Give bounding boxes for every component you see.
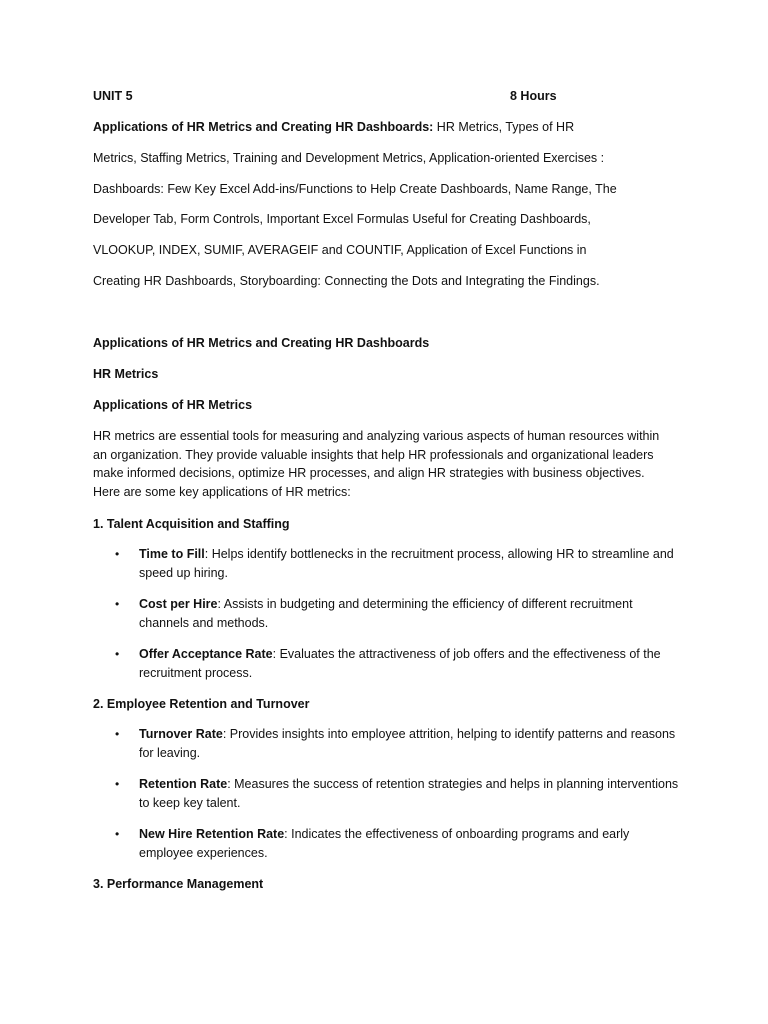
list-item [139,645,684,682]
bullet-icon: • [115,827,120,841]
metric-term: Time to Fill [139,547,205,561]
intro-paragraph: HR metrics are essential tools for measuring and analyzing various aspects of human resources within an organization. They provide valuable insights that help HR professionals and organizational leaders make informed decisions, optimize HR processes, and align HR strategies with business objectives. Here are some key applications of HR metrics: [93,429,660,499]
syllabus-line-4: Developer Tab, Form Controls, Important Excel Formulas Useful for Creating Dashboards, [93,212,591,226]
syllabus-line-5: VLOOKUP, INDEX, SUMIF, AVERAGEIF and COUNTIF, Application of Excel Functions in [93,243,587,257]
metric-desc: : Indicates the effectiveness of onboarding programs and early employee experiences. [139,827,630,860]
metric-term: New Hire Retention Rate [139,827,285,841]
syllabus-title: Applications of HR Metrics and Creating HR Dashboards: [93,120,434,134]
metric-desc: : Provides insights into employee attrition, helping to identify patterns and reasons for leaving. [139,727,676,760]
syllabus-line-6: Creating HR Dashboards, Storyboarding: Connecting the Dots and Integrating the Findings. [93,274,600,288]
list-item [139,775,684,812]
section-heading: 2. Employee Retention and Turnover [93,697,310,711]
metric-desc: : Evaluates the attractiveness of job offers and the effectiveness of the recruitment process. [139,647,661,680]
bullet-icon: • [115,647,120,661]
main-heading: Applications of HR Metrics and Creating HR Dashboards [93,336,430,350]
metric-term: Cost per Hire [139,597,218,611]
list-item [139,725,684,762]
bullet-icon: • [115,727,120,741]
hours-label: 8 Hours [510,89,557,103]
bullet-icon: • [115,777,120,791]
section-heading: 1. Talent Acquisition and Staffing [93,517,290,531]
applications-heading: Applications of HR Metrics [93,398,253,412]
bullet-icon: • [115,547,120,561]
list-item [139,825,684,862]
metric-desc: : Helps identify bottlenecks in the recruitment process, allowing HR to streamline and speed up hiring. [139,547,674,580]
metric-desc: : Measures the success of retention strategies and helps in planning interventions to keep key talent. [139,777,679,810]
list-item [139,545,684,582]
list-item [139,595,684,632]
syllabus-line-3: Dashboards: Few Key Excel Add-ins/Functions to Help Create Dashboards, Name Range, The [93,182,617,196]
syllabus-text: HR Metrics, Types of HR [433,120,575,134]
hr-metrics-heading: HR Metrics [93,367,159,381]
unit-label: UNIT 5 [93,89,133,103]
section-heading: 3. Performance Management [93,877,264,891]
bullet-icon: • [115,597,120,611]
syllabus-line-1 [93,119,574,135]
metric-term: Offer Acceptance Rate [139,647,273,661]
syllabus-line-2: Metrics, Staffing Metrics, Training and Development Metrics, Application-oriented Exercises : [93,151,605,165]
metric-term: Turnover Rate [139,727,223,741]
metric-term: Retention Rate [139,777,228,791]
metric-desc: : Assists in budgeting and determining the efficiency of different recruitment channels and methods. [139,597,633,630]
